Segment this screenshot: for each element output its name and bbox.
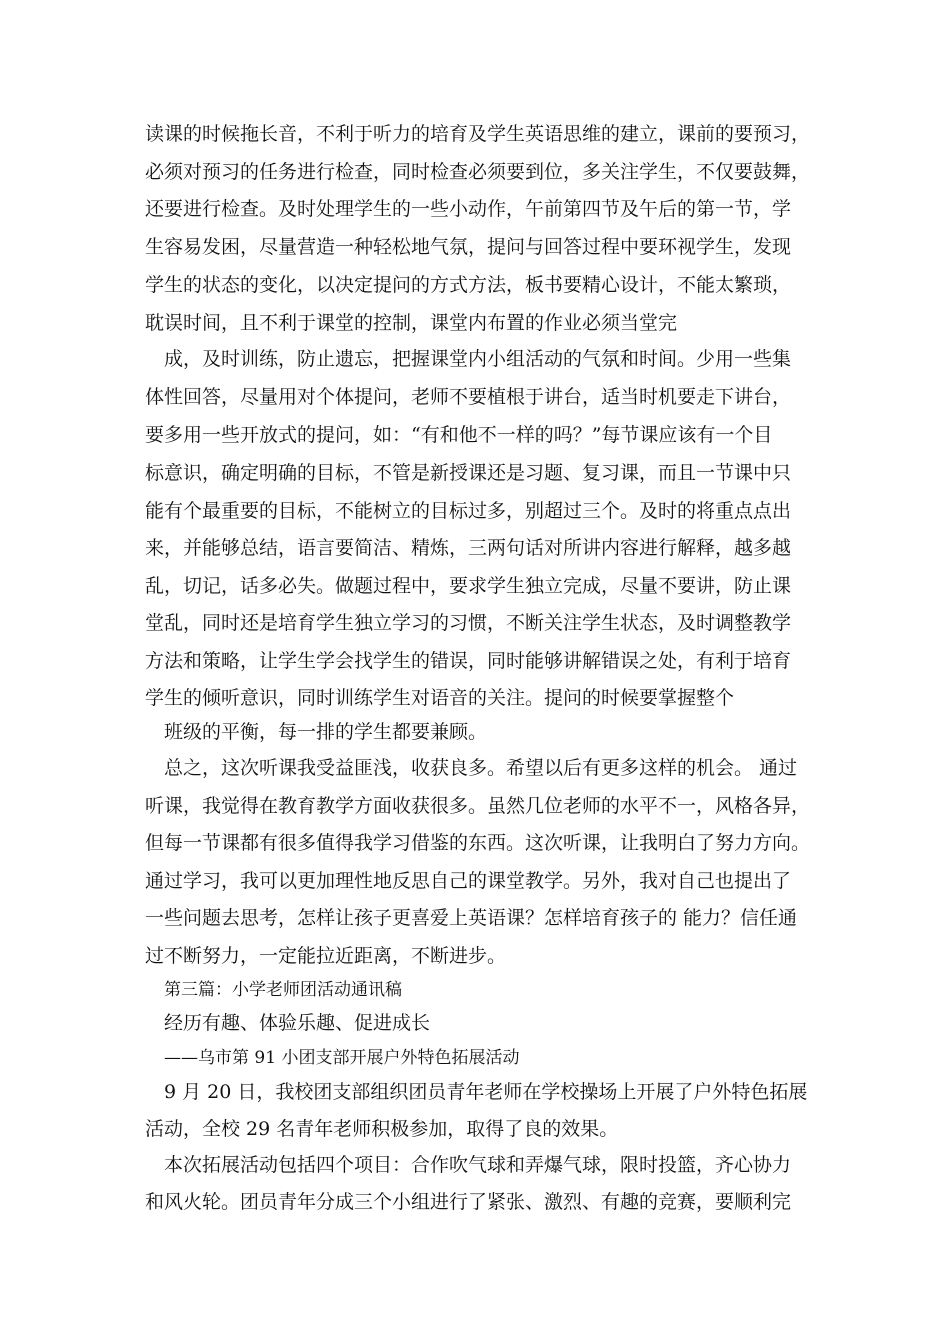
- body-text-line: 一些问题去思考，怎样让孩子更喜爱上英语课？怎样培育孩子的 能力？信任通: [145, 907, 798, 929]
- body-text-line: 读课的时候拖长音，不利于听力的培育及学生英语思维的建立，课前的要预习，: [145, 123, 811, 145]
- body-text-line: 学生的倾听意识，同时训练学生对语音的关注。提问的时候要掌握整个: [145, 687, 735, 709]
- body-text-line: 过不断努力，一定能拉近距离，不断进步。: [145, 945, 507, 967]
- body-text-line: 生容易发困，尽量营造一种轻松地气氛，提问与回答过程中要环视学生，发现: [145, 236, 792, 258]
- body-text-line: 必须对预习的任务进行检查，同时检查必须要到位，多关注学生，不仅要鼓舞，: [145, 161, 811, 183]
- body-text-line: 成，及时训练，防止遗忘，把握课堂内小组活动的气氛和时间。少用一些集: [164, 348, 792, 370]
- article-title: 经历有趣、体验乐趣、促进成长: [164, 1012, 431, 1034]
- body-text-line: 来，并能够总结，语言要简洁、精炼，三两句话对所讲内容进行解释，越多越: [145, 537, 792, 559]
- body-text-line: 学生的状态的变化，以决定提问的方式方法，板书要精心设计，不能太繁琐，: [145, 274, 792, 296]
- body-text-line: 本次拓展活动包括四个项目：合作吹气球和弄爆气球，限时投篮，齐心协力: [164, 1154, 792, 1176]
- body-text-line: 班级的平衡，每一排的学生都要兼顾。: [164, 721, 488, 743]
- body-text-line: 听课，我觉得在教育教学方面收获很多。虽然几位老师的水平不一，风格各异，: [145, 795, 811, 817]
- body-text-line: 还要进行检查。及时处理学生的一些小动作，午前第四节及午后的第一节，学: [145, 198, 792, 220]
- body-text-line: 和风火轮。团员青年分成三个小组进行了紧张、激烈、有趣的竞赛，要顺利完: [145, 1191, 792, 1213]
- body-text-line: 耽误时间，且不利于课堂的控制，课堂内布置的作业必须当堂完: [145, 312, 678, 334]
- body-text-line: 但每一节课都有很多值得我学习借鉴的东西。这次听课，让我明白了努力方向。: [145, 832, 811, 854]
- article-subtitle: ——乌市第 91 小团支部开展户外特色拓展活动: [164, 1048, 520, 1068]
- body-text-line: 9 月 20 日，我校团支部组织团员青年老师在学校操场上开展了户外特色拓展: [164, 1081, 808, 1103]
- body-text-line: 要多用一些开放式的提问，如：“有和他不一样的吗？”每节课应该有一个目: [145, 424, 773, 446]
- section-heading: 第三篇：小学老师团活动通讯稿: [164, 980, 402, 1000]
- body-text-line: 乱，切记，话多必失。做题过程中，要求学生独立完成，尽量不要讲，防止课: [145, 575, 792, 597]
- body-text-line: 能有个最重要的目标，不能树立的目标过多，别超过三个。及时的将重点点出: [145, 500, 792, 522]
- body-text-line: 活动，全校 29 名青年老师积极参加，取得了良的效果。: [145, 1118, 619, 1140]
- body-text-line: 标意识，确定明确的目标，不管是新授课还是习题、复习课，而且一节课中只: [145, 462, 792, 484]
- body-text-line: 总之，这次听课我受益匪浅，收获良多。希望以后有更多这样的机会。 通过: [164, 757, 798, 779]
- body-text-line: 方法和策略，让学生学会找学生的错误，同时能够讲解错误之处，有利于培育: [145, 650, 792, 672]
- body-text-line: 体性回答，尽量用对个体提问，老师不要植根于讲台，适当时机要走下讲台，: [145, 386, 792, 408]
- body-text-line: 通过学习，我可以更加理性地反思自己的课堂教学。另外，我对自己也提出了: [145, 870, 792, 892]
- body-text-line: 堂乱，同时还是培育学生独立学习的习惯，不断关注学生状态，及时调整教学: [145, 612, 792, 634]
